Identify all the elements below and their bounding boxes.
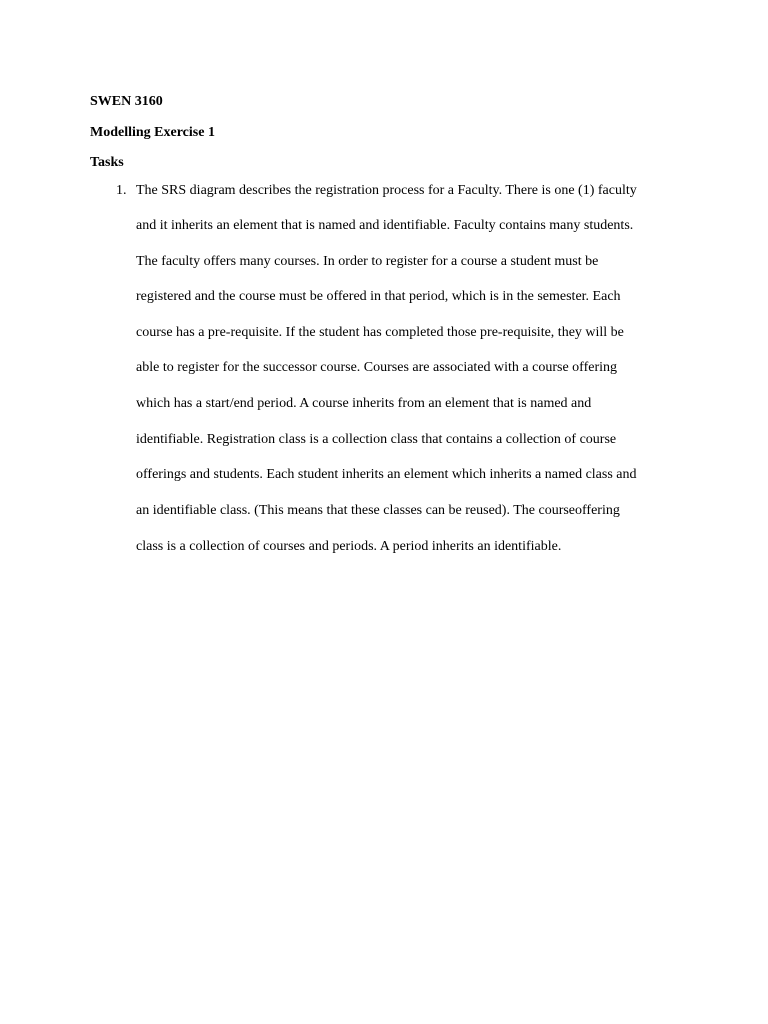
task-text-line: identifiable. Registration class is a collection class that contains a collection of course xyxy=(136,432,617,447)
task-text-line: The faculty offers many courses. In order to register for a course a student must be xyxy=(136,254,599,269)
task-text-line: offerings and students. Each student inherits an element which inherits a named class and xyxy=(136,467,637,482)
exercise-title-heading: Modelling Exercise 1 xyxy=(90,125,215,140)
task-text-line: which has a start/end period. A course inherits from an element that is named and xyxy=(136,396,592,411)
task-text-line: course has a pre-requisite. If the student has completed those pre-requisite, they will be xyxy=(136,325,624,340)
task-text-line: The SRS diagram describes the registration process for a Faculty. There is one (1) faculty xyxy=(136,183,637,198)
task-text-line: and it inherits an element that is named and identifiable. Faculty contains many students. xyxy=(136,218,634,233)
course-code-heading: SWEN 3160 xyxy=(90,94,163,109)
task-text-line: registered and the course must be offered in that period, which is in the semester. Each xyxy=(136,289,621,304)
task-text-line: able to register for the successor course. Courses are associated with a course offering xyxy=(136,360,618,375)
task-text-line: class is a collection of courses and periods. A period inherits an identifiable. xyxy=(136,539,562,554)
task-number: 1. xyxy=(116,183,127,198)
task-text-line: an identifiable class. (This means that these classes can be reused). The courseoffering xyxy=(136,503,620,518)
tasks-heading: Tasks xyxy=(90,155,124,170)
